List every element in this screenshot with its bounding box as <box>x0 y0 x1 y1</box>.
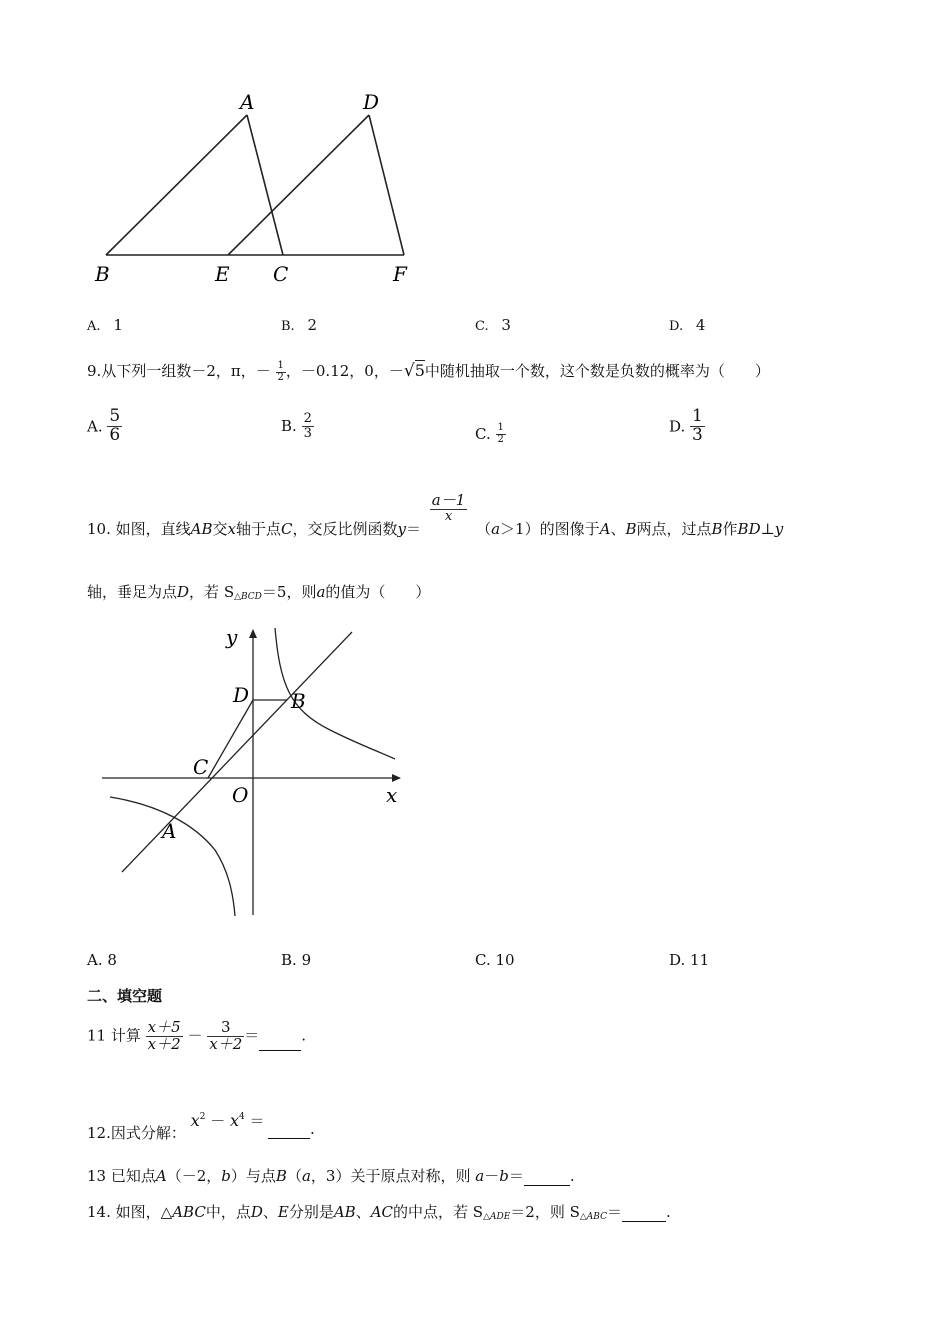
triangle-abc: ABC <box>172 1203 206 1221</box>
point-b: B <box>711 519 723 538</box>
segment-cd <box>208 700 253 778</box>
option-text: 4 <box>695 316 706 334</box>
minus-sign: － <box>187 1026 203 1045</box>
q10-fraction: $\frac{a-1}{x}$ <box>431 491 466 524</box>
area-subscript: △ADE <box>483 1212 511 1222</box>
var-a: a <box>316 583 326 601</box>
q9-numbers-1: －2，π，－ <box>191 362 271 380</box>
answer-blank[interactable] <box>622 1203 666 1222</box>
var-y: y <box>397 519 406 538</box>
q10-option-c[interactable] <box>475 951 515 969</box>
separator: 、 <box>355 1203 371 1221</box>
point-label-a: A <box>162 819 177 843</box>
option-fraction: $\frac{1}{2}$ <box>497 422 504 445</box>
q14 <box>87 1201 671 1222</box>
q10-text: ，若 S <box>189 583 235 601</box>
point-label-c: C <box>193 755 209 779</box>
question-number: 13 <box>87 1167 107 1185</box>
point-e: E <box>277 1203 289 1221</box>
option-text: 2 <box>307 316 318 334</box>
equals-sign: ＝ <box>244 1026 260 1045</box>
option-letter: A. <box>87 319 101 334</box>
segment-ac: AC <box>370 1203 394 1221</box>
question-number: 10. <box>87 519 111 538</box>
q9-numbers-2: ，－0.12，0，－ <box>285 362 404 380</box>
q12-answer <box>268 1120 315 1139</box>
option-letter: A. <box>87 951 103 969</box>
point-label-f: F <box>393 262 407 286</box>
segment-ed <box>228 115 369 255</box>
option-text: 11 <box>690 951 710 969</box>
q10-text: 轴于点 <box>236 519 282 538</box>
period: . <box>666 1203 671 1221</box>
q10-text: 作 <box>722 519 738 538</box>
option-text: 3 <box>501 316 511 334</box>
q10-stem-line1 <box>87 493 783 549</box>
period: . <box>301 1026 307 1045</box>
q9-text-prefix: 从下列一组数 <box>101 362 192 380</box>
answer-blank[interactable] <box>268 1120 310 1139</box>
q10-text: 交 <box>212 519 228 538</box>
axis-label-y: y <box>226 625 238 649</box>
q10-option-b[interactable] <box>281 951 311 969</box>
q11-fraction-1: $\frac{x+5}{x+2}$ <box>147 1018 181 1053</box>
option-fraction: $\frac{5}{6}$ <box>109 406 121 445</box>
option-letter: C. <box>475 425 491 443</box>
q9-option-a[interactable] <box>87 408 122 445</box>
q8-option-c[interactable] <box>475 316 511 334</box>
axis-label-x: x <box>386 783 398 807</box>
q10-text: ＝5，则 <box>261 583 317 601</box>
q10-text: ＞1）的图像于 <box>500 519 600 538</box>
q12-label: 因式分解： <box>110 1124 186 1142</box>
var-b: b <box>221 1167 231 1185</box>
question-number: 12. <box>87 1124 111 1142</box>
segment-df <box>369 115 404 255</box>
option-letter: B. <box>281 951 297 969</box>
q14-text: 分别是 <box>288 1203 334 1221</box>
q10-text: 轴，垂足为点 <box>87 583 178 601</box>
point-b: B <box>275 1167 287 1185</box>
question-number: 9. <box>87 362 102 380</box>
q11-fraction-2: $\frac{3}{x+2}$ <box>209 1018 243 1053</box>
q12 <box>87 1104 265 1146</box>
point-label-a: A <box>240 90 255 114</box>
perp-sign: ⊥ <box>760 519 775 538</box>
point-c: C <box>281 519 293 538</box>
option-letter: A. <box>87 417 103 436</box>
point-label-d: D <box>233 683 250 707</box>
q10-option-d[interactable] <box>669 951 709 969</box>
option-text: 9 <box>301 951 312 969</box>
q14-text: 中，点 <box>205 1203 251 1221</box>
point-label-e: E <box>215 262 230 286</box>
equals-sign: ＝ <box>406 519 422 538</box>
exponent: 2 <box>199 1112 206 1122</box>
sqrt-sign: √ <box>403 361 415 381</box>
answer-blank[interactable] <box>259 1020 301 1051</box>
option-letter: D. <box>669 319 684 334</box>
q10-option-a[interactable] <box>87 951 117 969</box>
equals-sign: ＝ <box>508 1167 524 1185</box>
var-a: a <box>491 519 501 538</box>
area-subscript: △BCD <box>234 592 262 602</box>
period: . <box>569 1167 575 1185</box>
period: . <box>310 1120 315 1138</box>
separator: 、 <box>262 1203 278 1221</box>
q9-sqrt-arg: 5 <box>414 361 425 380</box>
q9-option-c[interactable] <box>475 423 506 445</box>
point-label-c: C <box>273 262 289 286</box>
segment-bd: BD <box>737 519 761 538</box>
q13-text: ，3）关于原点对称，则 <box>310 1167 471 1185</box>
question-number: 14. <box>87 1203 111 1221</box>
point-a: A <box>599 519 611 538</box>
q9-fraction-half: $\frac{1}{2}$ <box>277 360 284 383</box>
q10-text: （ <box>476 519 492 538</box>
segment-ab <box>106 115 247 255</box>
q9-option-d[interactable] <box>669 408 705 445</box>
q9-text-suffix: 中随机抽取一个数，这个数是负数的概率为（ ） <box>424 362 770 380</box>
option-letter: C. <box>475 319 489 334</box>
var-x: x <box>227 519 236 538</box>
q10-text: 两点，过点 <box>636 519 712 538</box>
triangle-figure <box>80 85 440 295</box>
point-b: B <box>625 519 637 538</box>
q14-text: 如图，△ <box>115 1203 173 1221</box>
q14-text: ＝2，则 S <box>510 1203 580 1221</box>
var-y: y <box>774 519 784 538</box>
point-d: D <box>250 1203 263 1221</box>
point-a: A <box>155 1167 167 1185</box>
q14-text: 的中点，若 S <box>393 1203 484 1221</box>
q10-text: ，交反比例函数 <box>292 519 398 538</box>
area-subscript: △ABC <box>579 1212 607 1222</box>
point-d: D <box>177 583 190 601</box>
line-ab <box>122 632 352 872</box>
separator: 、 <box>610 519 626 538</box>
minus-sign: － <box>484 1167 500 1185</box>
q13-text: （ <box>286 1167 302 1185</box>
q10-text: 如图，直线 <box>115 519 191 538</box>
q11-label: 计算 <box>110 1026 141 1045</box>
point-label-b: B <box>95 262 110 286</box>
minus-sign: － <box>210 1112 226 1130</box>
answer-blank[interactable] <box>524 1167 570 1186</box>
option-text: 1 <box>113 316 123 334</box>
point-label-b: B <box>291 689 306 713</box>
q13-text: ）与点 <box>230 1167 276 1185</box>
section-title: 二、填空题 <box>87 987 163 1005</box>
q13-text: 已知点 <box>110 1167 156 1185</box>
option-letter: C. <box>475 951 491 969</box>
line-ab: AB <box>190 519 213 538</box>
option-text: 10 <box>495 951 515 969</box>
q13 <box>87 1165 575 1186</box>
point-label-o: O <box>232 783 249 807</box>
option-letter: B. <box>281 319 295 334</box>
option-letter: D. <box>669 417 686 436</box>
var-a: a <box>475 1167 485 1185</box>
option-text: 8 <box>107 951 117 969</box>
hyperbola-branch-2 <box>110 797 235 916</box>
point-label-d: D <box>363 90 380 114</box>
q10-stem-line2 <box>87 581 430 602</box>
var-b: b <box>499 1167 509 1185</box>
segment-ac <box>247 115 283 255</box>
var-x: x <box>230 1111 240 1130</box>
option-fraction: $\frac{1}{3}$ <box>692 406 703 445</box>
segment-ab: AB <box>333 1203 356 1221</box>
q13-text: （－2， <box>166 1167 222 1185</box>
q8-option-d[interactable] <box>669 316 705 334</box>
option-letter: B. <box>281 417 297 436</box>
q10-text: 的值为（ ） <box>325 583 431 601</box>
option-letter: D. <box>669 951 686 969</box>
hyperbola-figure <box>90 620 420 920</box>
question-number: 11 <box>87 1026 107 1045</box>
var-a: a <box>301 1167 311 1185</box>
exponent: 4 <box>239 1112 245 1122</box>
q9-option-b[interactable] <box>281 412 314 440</box>
q8-option-b[interactable] <box>281 316 317 334</box>
var-x: x <box>190 1111 200 1130</box>
q8-option-a[interactable] <box>87 316 123 334</box>
q9-stem <box>87 353 770 389</box>
q11 <box>87 1020 306 1053</box>
equals-sign: ＝ <box>606 1203 622 1221</box>
option-fraction: $\frac{2}{3}$ <box>303 411 312 441</box>
equals-sign: ＝ <box>249 1112 265 1130</box>
